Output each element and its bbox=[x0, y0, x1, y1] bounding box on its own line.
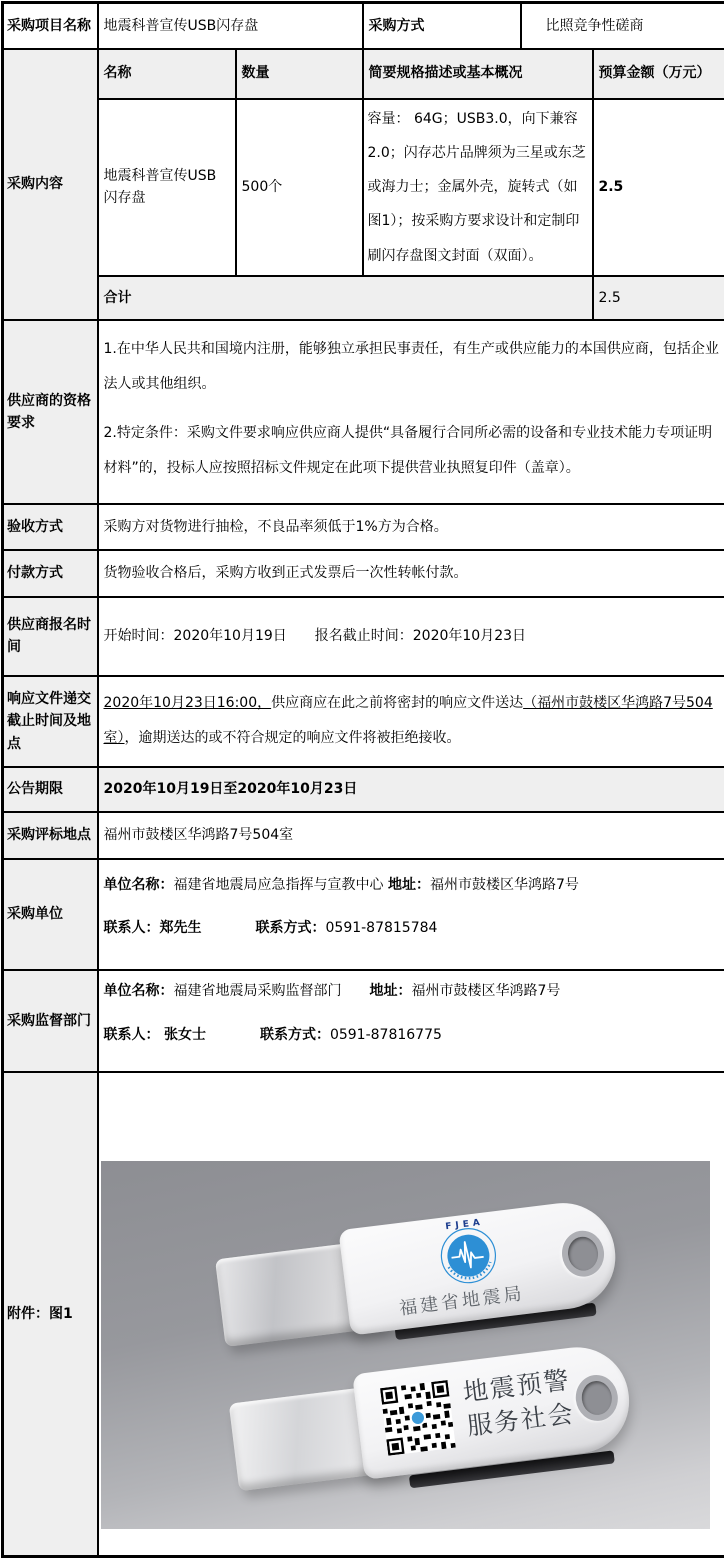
usb-drives-photo bbox=[101, 1161, 710, 1529]
payment-value: 货物验收合格后，采购方收到正式发票后一次性转帐付款。 bbox=[98, 550, 724, 597]
purchaser-org-label: 单位名称： bbox=[104, 877, 174, 893]
acceptance-value: 采购方对货物进行抽检，不良品率须低于1%方为合格。 bbox=[98, 504, 724, 550]
usb1-keyring-hole bbox=[559, 1228, 606, 1279]
notice-period-label: 公告期限 bbox=[3, 767, 98, 812]
method-label: 采购方式 bbox=[363, 3, 521, 49]
submission-time: 2020年10月23日16:00， bbox=[104, 695, 272, 711]
purchaser-contact-label: 联系人： bbox=[104, 920, 160, 936]
submission-label: 响应文件递交截止时间及地点 bbox=[3, 676, 98, 767]
purchaser-phone-value: 0591-87815784 bbox=[326, 920, 438, 936]
row-evaluation-place bbox=[3, 812, 724, 859]
purchaser-info bbox=[98, 859, 724, 970]
supervisor-contact-label: 联系人： bbox=[104, 1027, 160, 1043]
submission-address: （福州市鼓楼区华鸿路7号504室） bbox=[104, 695, 713, 747]
row-payment bbox=[3, 550, 724, 597]
method-value: 比照竞争性磋商 bbox=[521, 3, 724, 49]
supervisor-addr-label: 地址： bbox=[370, 983, 412, 999]
total-label: 合计 bbox=[98, 276, 593, 320]
supervisor-org-value: 福建省地震局采购监督部门 bbox=[174, 983, 342, 999]
col-header-qty: 数量 bbox=[236, 49, 363, 99]
row-purchaser bbox=[3, 859, 724, 970]
col-header-name: 名称 bbox=[98, 49, 236, 99]
item-spec: 容量： 64G；USB3.0，向下兼容2.0；闪存芯片品牌须为三星或东芝或海力士；金属外壳，旋转式（如图1）；按采购方要求设计和定制印刷闪存盘图文封面（双面）。 bbox=[363, 99, 593, 276]
signup-start: 开始时间：2020年10月19日 bbox=[104, 628, 287, 644]
row-notice-period bbox=[3, 767, 724, 812]
usb-drive-qr-face bbox=[227, 1341, 641, 1511]
row-acceptance bbox=[3, 504, 724, 550]
supervisor-addr-value: 福州市鼓楼区华鸿路7号 bbox=[412, 983, 561, 999]
usb-drive-logo-face bbox=[213, 1197, 622, 1363]
row-qualification bbox=[3, 320, 724, 504]
purchaser-contact-line bbox=[104, 917, 721, 941]
item-name: 地震科普宣传USB闪存盘 bbox=[98, 99, 236, 276]
project-name-label: 采购项目名称 bbox=[3, 3, 98, 49]
qualification-label: 供应商的资格要求 bbox=[3, 320, 98, 504]
usb1-agency-text: 福建省地震局 bbox=[380, 1278, 542, 1326]
purchaser-addr-value: 福州市鼓楼区华鸿路7号 bbox=[430, 877, 579, 893]
signup-value bbox=[98, 597, 724, 676]
notice-period-value: 2020年10月19日至2020年10月23日 bbox=[98, 767, 724, 812]
qualification-value bbox=[98, 320, 724, 504]
supervisor-org-line bbox=[104, 980, 721, 1004]
payment-label: 付款方式 bbox=[3, 550, 98, 597]
qualification-item-2: 2.特定条件：采购文件要求响应供应商人提供“具备履行合同所必需的设备和专业技术能力专项证明材料”的，投标人应按照招标文件规定在此项下提供营业执照复印件（盖章）。 bbox=[104, 416, 721, 486]
col-header-spec: 简要规格描述或基本概况 bbox=[363, 49, 593, 99]
submission-rest: 逾期送达的或不符合规定的响应文件将被拒绝接收。 bbox=[139, 730, 461, 746]
purchaser-org-line bbox=[104, 874, 721, 898]
purchaser-label: 采购单位 bbox=[3, 859, 98, 970]
signup-deadline: 报名截止时间：2020年10月23日 bbox=[315, 628, 526, 644]
row-item bbox=[3, 99, 724, 276]
submission-value bbox=[98, 676, 724, 767]
evaluation-place-value: 福州市鼓楼区华鸿路7号504室 bbox=[98, 812, 724, 859]
row-total bbox=[3, 276, 724, 320]
supervisor-org-label: 单位名称： bbox=[104, 983, 174, 999]
row-project-name bbox=[3, 3, 724, 49]
purchaser-contact-value: 郑先生 bbox=[160, 920, 202, 936]
project-name-value: 地震科普宣传USB闪存盘 bbox=[98, 3, 363, 49]
fjea-logo-letters: FJEA bbox=[444, 1217, 484, 1232]
usb2-slogan-line2: 服务社会 bbox=[465, 1394, 598, 1443]
purchaser-org-value: 福建省地震局应急指挥与宣教中心 bbox=[174, 877, 384, 893]
row-content-header bbox=[3, 49, 724, 99]
row-attachment bbox=[3, 1072, 724, 1557]
supervisor-contact-value: 张女士 bbox=[164, 1027, 206, 1043]
col-header-budget: 预算金额（万元） bbox=[593, 49, 724, 99]
qualification-item-1: 1.在中华人民共和国境内注册，能够独立承担民事责任，有生产或供应能力的本国供应商，包括企业法人或其他组织。 bbox=[104, 332, 721, 402]
submission-mid: 供应商应在此之前将密封的响应文件送达 bbox=[271, 695, 523, 711]
signup-label: 供应商报名时间 bbox=[3, 597, 98, 676]
attachment-label: 附件：图1 bbox=[3, 1072, 98, 1557]
attachment-cell bbox=[98, 1072, 724, 1557]
supervisor-label: 采购监督部门 bbox=[3, 970, 98, 1072]
item-qty: 500个 bbox=[236, 99, 363, 276]
submission-comma: ， bbox=[125, 730, 139, 746]
row-submission bbox=[3, 676, 724, 767]
content-label: 采购内容 bbox=[3, 49, 98, 320]
purchaser-addr-label: 地址： bbox=[388, 877, 430, 893]
qr-code-icon bbox=[380, 1380, 456, 1456]
supervisor-info bbox=[98, 970, 724, 1072]
evaluation-place-label: 采购评标地点 bbox=[3, 812, 98, 859]
acceptance-label: 验收方式 bbox=[3, 504, 98, 550]
item-budget: 2.5 bbox=[593, 99, 724, 276]
supervisor-phone-label: 联系方式： bbox=[260, 1027, 330, 1043]
procurement-table bbox=[1, 1, 724, 1558]
supervisor-contact-line bbox=[104, 1024, 721, 1048]
usb2-slogan-line1: 地震预警 bbox=[461, 1360, 594, 1409]
total-value: 2.5 bbox=[593, 276, 724, 320]
purchaser-phone-label: 联系方式： bbox=[256, 920, 326, 936]
supervisor-phone-value: 0591-87816775 bbox=[330, 1027, 442, 1043]
row-supervisor bbox=[3, 970, 724, 1072]
row-signup-time bbox=[3, 597, 724, 676]
